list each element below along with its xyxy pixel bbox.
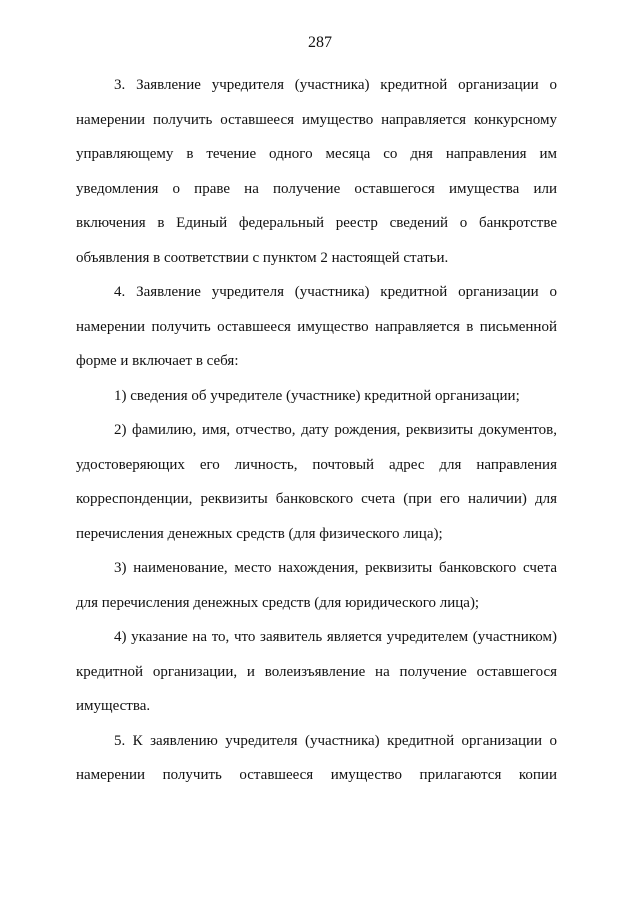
document-body <box>76 68 557 793</box>
list-item-2-individual-details: 2) фамилию, имя, отчество, дату рождения, реквизиты документов, удостоверяющих его личность, почтовый адрес для направления корреспонденции, реквизиты банковского счета (при его наличии) для перечисления денежных средств (для физического лица); <box>76 422 557 542</box>
paragraph-4-application-form: 4. Заявление учредителя (участника) кредитной организации о намерении получить оставшееся имущество направляется в письменной форме и включает в себя: <box>76 284 557 369</box>
paragraph-3-application-deadline: 3. Заявление учредителя (участника) кредитной организации о намерении получить оставшееся имущество направляется конкурсному управляющему в течение одного месяца со дня направления им уведомления о праве на получение оставшегося имущества или включения в Единый федеральный реестр сведений о банкротстве объявления в соответствии с пунктом 2 настоящей статьи. <box>76 77 557 266</box>
list-item-4-declaration: 4) указание на то, что заявитель является учредителем (участником) кредитной организации, и волеизъявление на получение оставшегося имущества. <box>76 629 557 714</box>
paragraph-5-attachments: 5. К заявлению учредителя (участника) кредитной организации о намерении получить оставшееся имущество прилагаются копии <box>76 732 557 783</box>
page-number: 287 <box>308 34 332 51</box>
list-item-3-legal-entity-details: 3) наименование, место нахождения, реквизиты банковского счета для перечисления денежных средств (для юридического лица); <box>76 560 557 611</box>
list-item-1-founder-info: 1) сведения об учредителе (участнике) кредитной организации; <box>114 387 520 404</box>
